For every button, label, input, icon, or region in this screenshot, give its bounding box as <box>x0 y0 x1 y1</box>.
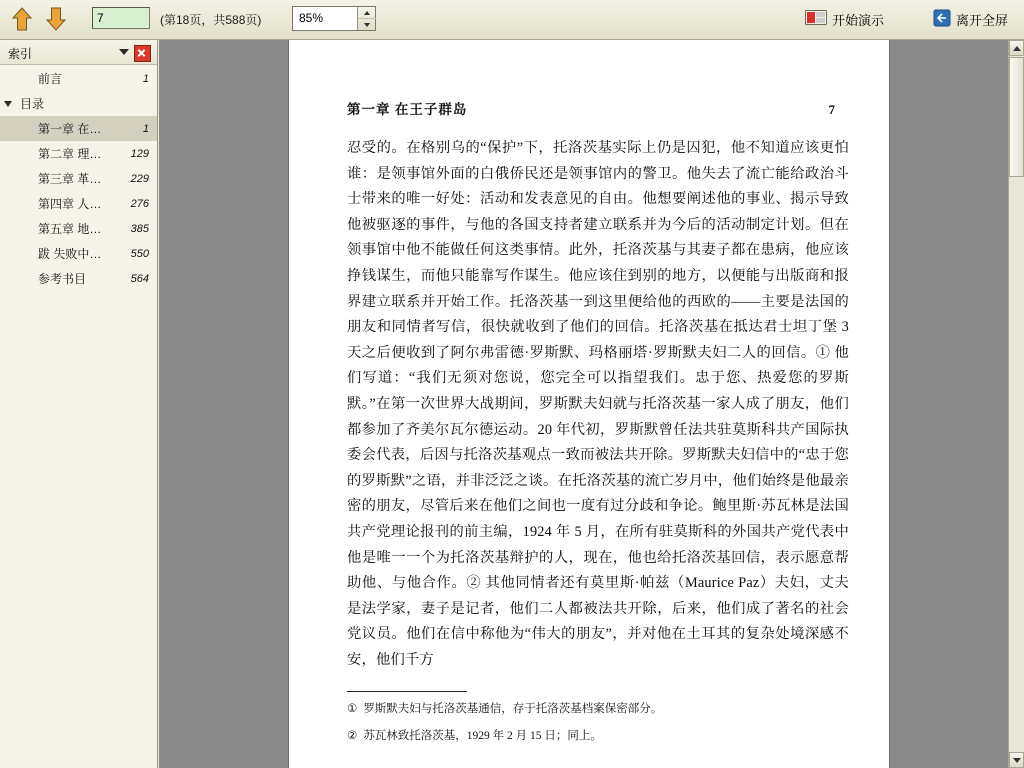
toc-item-label: 第五章 地… <box>38 222 102 236</box>
toc-item-label: 第二章 理… <box>38 147 102 161</box>
zoom-spinner[interactable] <box>357 7 375 30</box>
zoom-combobox[interactable] <box>292 6 376 31</box>
toc-item[interactable] <box>0 191 157 216</box>
vertical-scrollbar[interactable] <box>1008 40 1024 768</box>
body-text: 忍受的。在格别乌的“保护”下，托洛茨基实际上仍是囚犯，他不知道应该更怕谁：是领事馆外面的白俄侨民还是领事馆内的警卫。他失去了流亡能给政治斗士带来的唯一好处：活动和发表意见的自由。他想要阐述他的事业、揭示导致他被驱逐的事件，与他的各国支持者建立联系并为今后的活动制定计划。但在领事馆中他不能做任何这类事情。此外，托洛茨基与其妻子都在患病，他应该挣钱谋生，而他只能靠写作谋生。他应该住到别的地方，以便能与出版商和报界建立联系并开始工作。托洛茨基一到这里便给他的西欧的——主要是法国的朋友和同情者写信，很快就收到了他们的回信。托洛茨基在抵达君士坦丁堡 3 天之后便收到了阿尔弗雷德·罗斯默、玛格丽塔·罗斯默夫妇二人的回信。① 他们写道：“我们无须对您说，您完全可以指望我们。忠于您、热爱您的罗斯默。”在第一次世界大战期间，罗斯默夫妇就与托洛茨基一家人成了朋友，他们都参加了齐美尔瓦尔德运动。20 年代初，罗斯默曾任法共驻莫斯科共产国际执委会代表，后因与托洛茨基观点一致而被法共开除。罗斯默夫妇信中的“忠于您的罗斯默”之语，并非泛泛之谈。在托洛茨基的流亡岁月中，他们始终是他最亲密的朋友，尽管后来在他们之间也一度有过分歧和争论。鲍里斯·苏瓦林是法国共产党理论报刊的前主编，1924 年 5 月，在所有驻莫斯科的外国共产党代表中他是唯一一个为托洛茨基辩护的人，现在，他也给托洛茨基回信，表示愿意帮助他、与他合作。② 其他同情者还有莫里斯·帕兹（Maurice Paz）夫妇，丈夫是法学家，妻子是记者，他们二人都被法共开除，后来，他们成了著名的社会党议员。他们在信中称他为“伟大的朋友”，并对他在土耳其的复杂处境深感不安，他们千方 <box>347 140 849 668</box>
toc-item[interactable] <box>0 116 157 141</box>
footnote-list <box>347 699 849 746</box>
footnote-text: 苏瓦林致托洛茨基，1929 年 2 月 15 日；同上。 <box>363 730 602 743</box>
document-page <box>289 40 889 768</box>
page-number-input[interactable] <box>92 7 150 29</box>
zoom-value: 85% <box>299 11 324 25</box>
toc-item-label: 跋 失败中… <box>38 247 102 261</box>
sidebar-title: 索引 <box>8 47 33 61</box>
zoom-decrease-button[interactable] <box>358 19 376 30</box>
exit-fullscreen-button[interactable] <box>929 6 1012 32</box>
toc-item-page: 385 <box>130 222 149 235</box>
page-count-label: (第18页，共588页) <box>160 13 262 27</box>
toc-item[interactable] <box>0 166 157 191</box>
page-folio: 7 <box>828 102 835 117</box>
toc-item[interactable] <box>0 216 157 241</box>
arrow-down-icon[interactable] <box>42 5 70 33</box>
scroll-down-button[interactable] <box>1009 752 1024 768</box>
close-icon[interactable] <box>134 45 151 62</box>
toc-item[interactable] <box>0 241 157 266</box>
scroll-up-button[interactable] <box>1009 40 1024 56</box>
toc-item-page: 1 <box>142 122 149 135</box>
toc-item[interactable] <box>0 66 157 91</box>
presentation-icon <box>805 9 827 30</box>
exit-fullscreen-label: 离开全屏 <box>955 12 1008 28</box>
toc-item[interactable] <box>0 266 157 291</box>
start-presentation-button[interactable] <box>801 6 888 32</box>
document-canvas[interactable] <box>159 40 1008 768</box>
running-head-chapter: 第一章 在王子群岛 <box>347 102 468 117</box>
toc-item[interactable] <box>0 91 157 116</box>
arrow-up-icon[interactable] <box>8 5 36 33</box>
toc-list[interactable] <box>0 66 157 768</box>
toc-item-label: 第四章 人… <box>38 197 102 211</box>
footnote-marker: ① <box>347 703 358 716</box>
toc-item-page: 550 <box>130 247 149 260</box>
toc-item-label: 第三章 革… <box>38 172 102 186</box>
page-content <box>347 98 849 768</box>
toc-item-page: 229 <box>130 172 149 185</box>
sidebar-header <box>0 40 157 65</box>
toc-item-label: 第一章 在… <box>38 122 102 136</box>
toc-item-page: 564 <box>130 272 149 285</box>
index-sidebar <box>0 40 158 768</box>
toc-item-label: 目录 <box>20 97 45 111</box>
footnote <box>347 726 849 746</box>
toc-item-label: 前言 <box>38 72 63 86</box>
footnote-marker: ② <box>347 730 358 743</box>
scrollbar-thumb[interactable] <box>1009 57 1024 177</box>
toc-item-page: 276 <box>130 197 149 210</box>
footnote-divider <box>347 691 467 692</box>
toc-item-page: 1 <box>142 72 149 85</box>
toc-item-label: 参考书目 <box>38 272 87 286</box>
chevron-down-icon[interactable] <box>119 49 129 55</box>
zoom-increase-button[interactable] <box>358 7 376 19</box>
toc-item-page: 129 <box>130 147 149 160</box>
footnote-text: 罗斯默夫妇与托洛茨基通信，存于托洛茨基档案保密部分。 <box>363 703 663 716</box>
footnote <box>347 699 849 719</box>
toc-item[interactable] <box>0 141 157 166</box>
chevron-down-icon[interactable] <box>0 101 16 107</box>
exit-fullscreen-icon <box>933 9 951 30</box>
toolbar <box>0 0 1024 40</box>
running-head <box>347 98 849 118</box>
start-presentation-label: 开始演示 <box>831 12 884 28</box>
